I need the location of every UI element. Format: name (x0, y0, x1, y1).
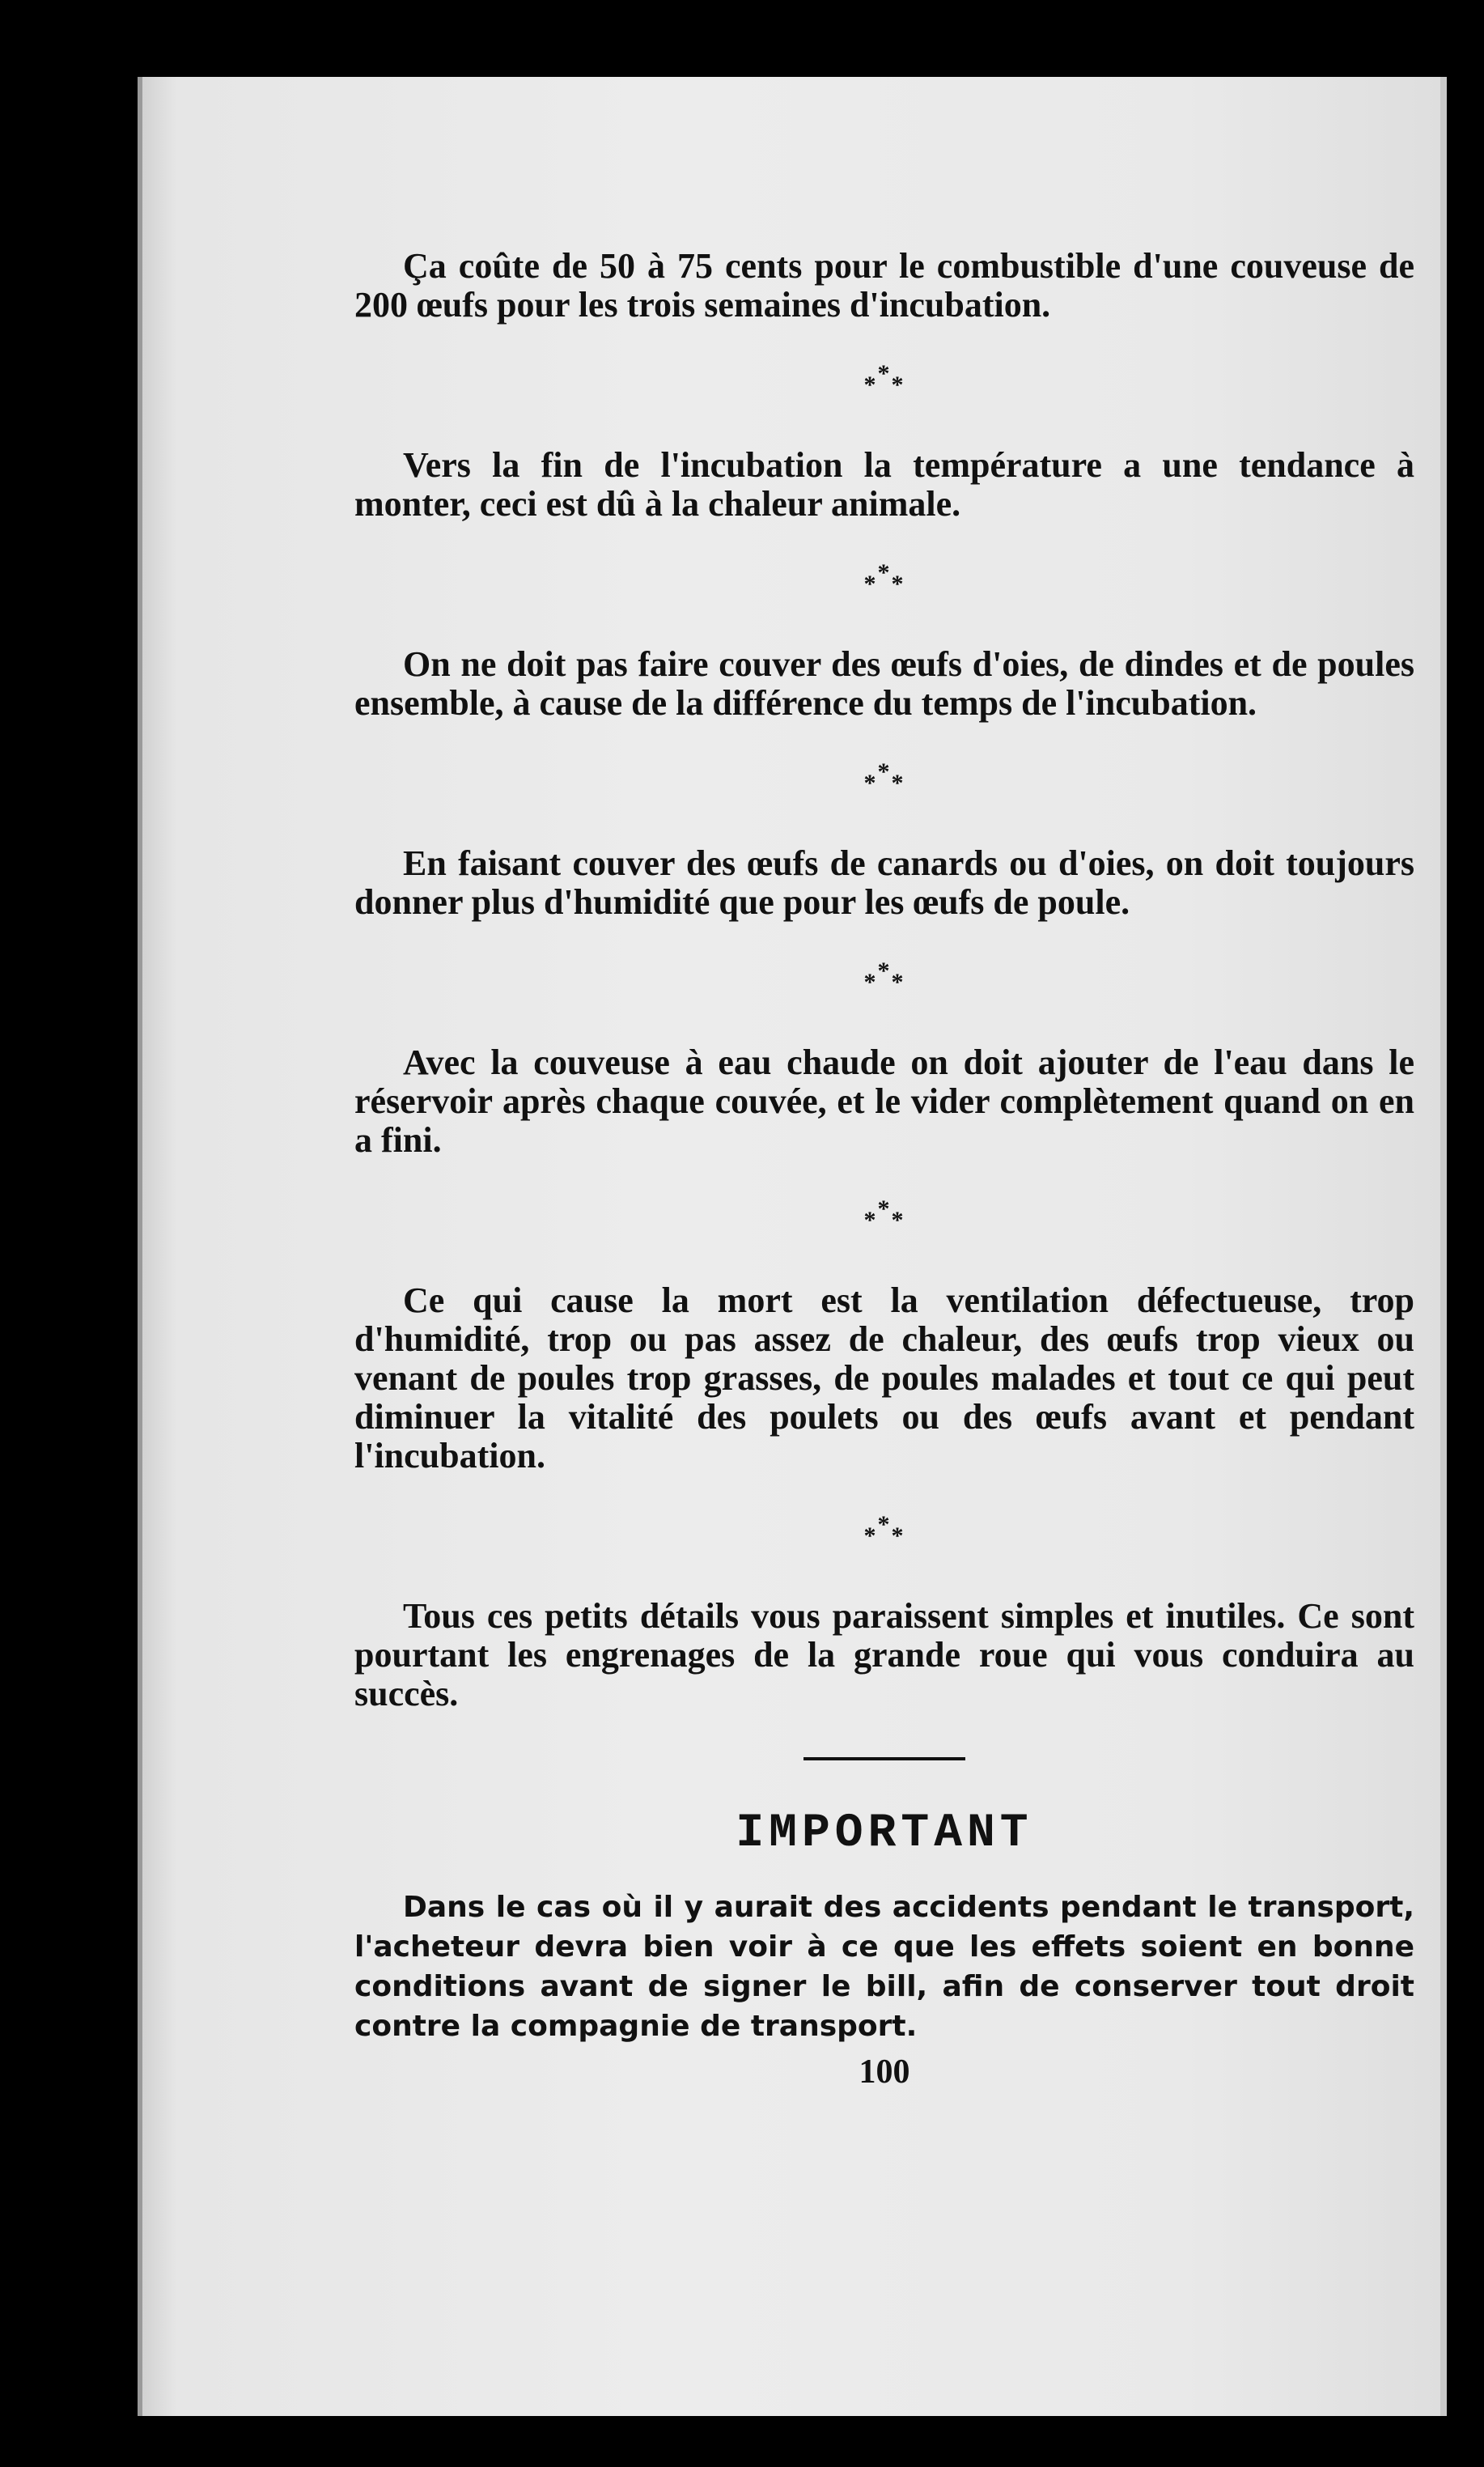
asterism-separator: * * * (863, 958, 905, 996)
page-number: 100 (859, 2053, 910, 2091)
asterism-separator: * * * (863, 1511, 905, 1549)
paragraph-details: Tous ces petits détails vous paraissent simples et inutiles. Ce sont pourtant les engrenages de la grande roue qui vous conduira au succès. (354, 1596, 1414, 1713)
paragraph-humidity: En faisant couver des œufs de canards ou d'oies, on doit toujours donner plus d'humidité que pour les œufs de poule. (354, 843, 1414, 922)
paragraph-fuel-cost: Ça coûte de 50 à 75 cents pour le combustible d'une couveuse de 200 œufs pour les trois semaines d'incubation. (354, 246, 1414, 325)
horizontal-rule (803, 1757, 965, 1760)
important-notice: Dans le cas où il y aurait des accidents pendant le transport, l'acheteur devra bien voir à ce que les effets soient en bonne conditions avant de signer le bill, afin de conserver tout droit contre la compagnie de transport. (354, 1891, 1414, 2043)
page-content (354, 247, 1414, 2091)
asterism-separator: * * * (863, 758, 905, 796)
paragraph-temperature: Vers la fin de l'incubation la température a une tendance à monter, ceci est dû à la chaleur animale. (354, 445, 1414, 524)
paragraph-mixed-eggs: On ne doit pas faire couver des œufs d'oies, de dindes et de poules ensemble, à cause de la différence du temps de l'incubation. (354, 644, 1414, 723)
important-heading: IMPORTANT (736, 1807, 1033, 1860)
asterism-separator: * * * (863, 559, 905, 597)
paragraph-hot-water: Avec la couveuse à eau chaude on doit ajouter de l'eau dans le réservoir après chaque couvée, et le vider complètement quand on en a fini. (354, 1042, 1414, 1160)
book-page (138, 77, 1447, 2416)
paragraph-causes-of-death: Ce qui cause la mort est la ventilation défectueuse, trop d'humidité, trop ou pas assez de chaleur, des œufs trop vieux ou venant de poules trop grasses, de poules malades et tout ce qui peut diminuer la vitalité des poulets ou des œufs avant et pendant l'incubation. (354, 1280, 1414, 1476)
asterism-separator: * * * (863, 1195, 905, 1234)
asterism-separator: * * * (863, 360, 905, 398)
